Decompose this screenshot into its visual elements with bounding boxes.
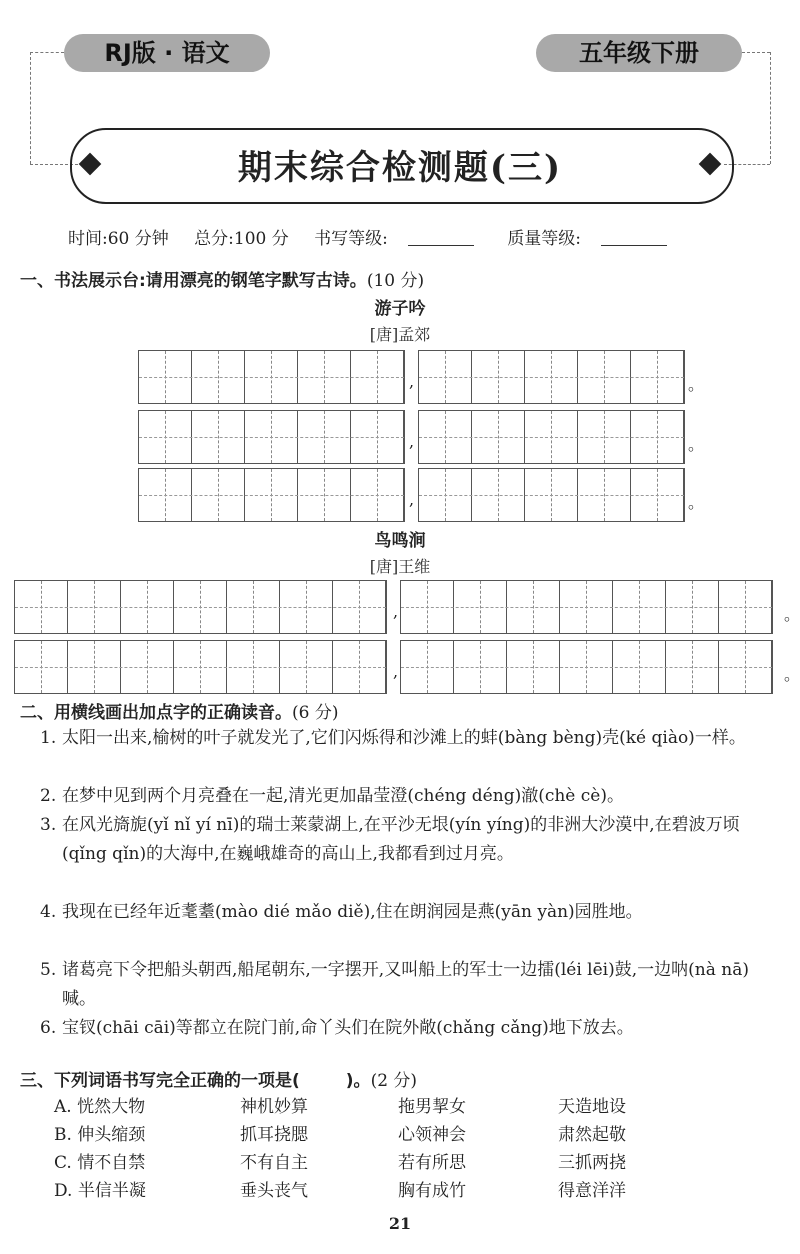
option-row-b[interactable]	[54, 1120, 626, 1145]
option-word: 抓耳挠腮	[240, 1125, 308, 1145]
guide-line	[401, 607, 772, 608]
dashed-line	[30, 52, 64, 53]
poem-1-grid-left[interactable]	[138, 410, 405, 464]
question-number: 5.	[40, 960, 57, 980]
poem-2-author: [唐]王维	[369, 557, 431, 576]
comma-mark: ,	[393, 602, 399, 621]
guide-line	[15, 667, 386, 668]
period-mark: 。	[688, 435, 705, 454]
poem-1-title: 游子吟	[374, 299, 426, 319]
section-1-heading	[20, 266, 424, 291]
option-word: 神机妙算	[240, 1097, 308, 1117]
poem-2-grid-left[interactable]	[14, 640, 387, 694]
option-row-c[interactable]	[54, 1148, 626, 1173]
option-word: 拖男挈女	[398, 1097, 466, 1117]
section-1-text: 一、书法展示台:请用漂亮的钢笔字默写古诗。	[20, 271, 367, 291]
option-word: 天造地设	[558, 1097, 626, 1117]
option-word: 心领神会	[398, 1125, 466, 1145]
option-word: 不有自主	[240, 1153, 308, 1173]
comma-mark: ,	[409, 432, 415, 451]
option-word: 肃然起敬	[558, 1125, 626, 1145]
question-text: 诸葛亮下令把船头朝西,船尾朝东,一字摆开,又叫船上的军士一边擂(léi lēi)鼓,一边呐(nà nā)喊。	[62, 960, 749, 1009]
question-item	[40, 811, 780, 869]
total-score: 总分:100 分	[194, 229, 289, 249]
exam-meta	[68, 224, 695, 249]
guide-line	[139, 377, 404, 378]
poem-2-grid-right[interactable]	[400, 640, 773, 694]
option-row-a[interactable]	[54, 1092, 626, 1117]
option-word: B. 伸头缩颈	[54, 1125, 146, 1145]
writing-grade-blank[interactable]	[408, 245, 474, 246]
poem-1-grid-left[interactable]	[138, 468, 405, 522]
period-mark: 。	[688, 493, 705, 512]
guide-line	[419, 377, 684, 378]
question-text: 在梦中见到两个月亮叠在一起,清光更加晶莹澄(chéng déng)澈(chè cè)。	[62, 786, 624, 806]
time-limit: 时间:60 分钟	[68, 229, 169, 249]
poem-2-grid-left[interactable]	[14, 580, 387, 634]
section-3-tail: )。	[345, 1071, 371, 1091]
option-word: 若有所思	[398, 1153, 466, 1173]
comma-mark: ,	[409, 372, 415, 391]
poem-2-grid-right[interactable]	[400, 580, 773, 634]
section-3-points: (2 分)	[370, 1071, 418, 1091]
question-number: 2.	[40, 786, 57, 806]
section-3-heading	[20, 1066, 417, 1091]
option-word: C. 情不自禁	[54, 1153, 146, 1173]
comma-mark: ,	[393, 662, 399, 681]
poem-1-grid-right[interactable]	[418, 468, 685, 522]
quality-grade-label: 质量等级:	[507, 229, 582, 249]
option-word: A. 恍然大物	[54, 1097, 146, 1117]
section-2-points: (6 分)	[292, 703, 339, 723]
option-word: 三抓两挠	[558, 1153, 626, 1173]
question-text: 我现在已经年近耄耋(mào dié mǎo diě),住在朗润园是燕(yān yàn)园胜地。	[62, 902, 643, 922]
section-1-points: (10 分)	[366, 271, 425, 291]
question-item	[40, 782, 780, 811]
section-2-text: 二、用横线画出加点字的正确读音。	[20, 703, 292, 723]
guide-line	[15, 607, 386, 608]
question-text: 宝钗(chāi cāi)等都立在院门前,命丫头们在院外敞(chǎng cǎng)地下放去。	[62, 1018, 634, 1038]
poem-1-grid-right[interactable]	[418, 350, 685, 404]
question-number: 6.	[40, 1018, 57, 1038]
page-number: 21	[388, 1214, 412, 1233]
question-number: 4.	[40, 902, 57, 922]
poem-1-author: [唐]孟郊	[369, 325, 431, 344]
poem-1-grid-left[interactable]	[138, 350, 405, 404]
question-item	[40, 1014, 780, 1043]
question-item	[40, 724, 780, 753]
period-mark: 。	[688, 375, 705, 394]
dashed-line	[742, 52, 770, 53]
question-item	[40, 956, 780, 1014]
option-word: 胸有成竹	[398, 1181, 466, 1201]
option-word: 垂头丧气	[240, 1181, 308, 1201]
writing-grade-label: 书写等级:	[314, 229, 388, 249]
option-row-d[interactable]	[54, 1176, 626, 1201]
guide-line	[139, 437, 404, 438]
grade-tag: 五年级下册	[536, 34, 742, 72]
page-title: 期末综合检测题(三)	[237, 148, 563, 188]
question-text: 太阳一出来,榆树的叶子就发光了,它们闪烁得和沙滩上的蚌(bàng bèng)壳(ké qiào)一样。	[62, 728, 746, 748]
edition-subject-tag: RJ版 · 语文	[64, 34, 270, 72]
comma-mark: ,	[409, 490, 415, 509]
option-word: 得意洋洋	[558, 1181, 626, 1201]
guide-line	[139, 495, 404, 496]
question-item	[40, 898, 780, 927]
section-3-text: 三、下列词语书写完全正确的一项是(	[20, 1071, 300, 1091]
guide-line	[419, 495, 684, 496]
guide-line	[419, 437, 684, 438]
period-mark: 。	[784, 665, 800, 684]
section-2-heading	[20, 698, 338, 723]
guide-line	[401, 667, 772, 668]
period-mark: 。	[784, 605, 800, 624]
poem-2-title: 鸟鸣涧	[374, 531, 426, 551]
poem-1-grid-right[interactable]	[418, 410, 685, 464]
question-text: 在风光旖旎(yǐ nǐ yí nī)的瑞士莱蒙湖上,在平沙无垠(yín yíng)的非洲大沙漠中,在碧波万顷(qǐng qǐn)的大海中,在巍峨雄奇的高山上,我都看到过月亮。	[62, 815, 740, 864]
question-number: 1.	[40, 728, 57, 748]
option-word: D. 半信半凝	[54, 1181, 146, 1201]
quality-grade-blank[interactable]	[601, 245, 667, 246]
question-number: 3.	[40, 815, 57, 835]
